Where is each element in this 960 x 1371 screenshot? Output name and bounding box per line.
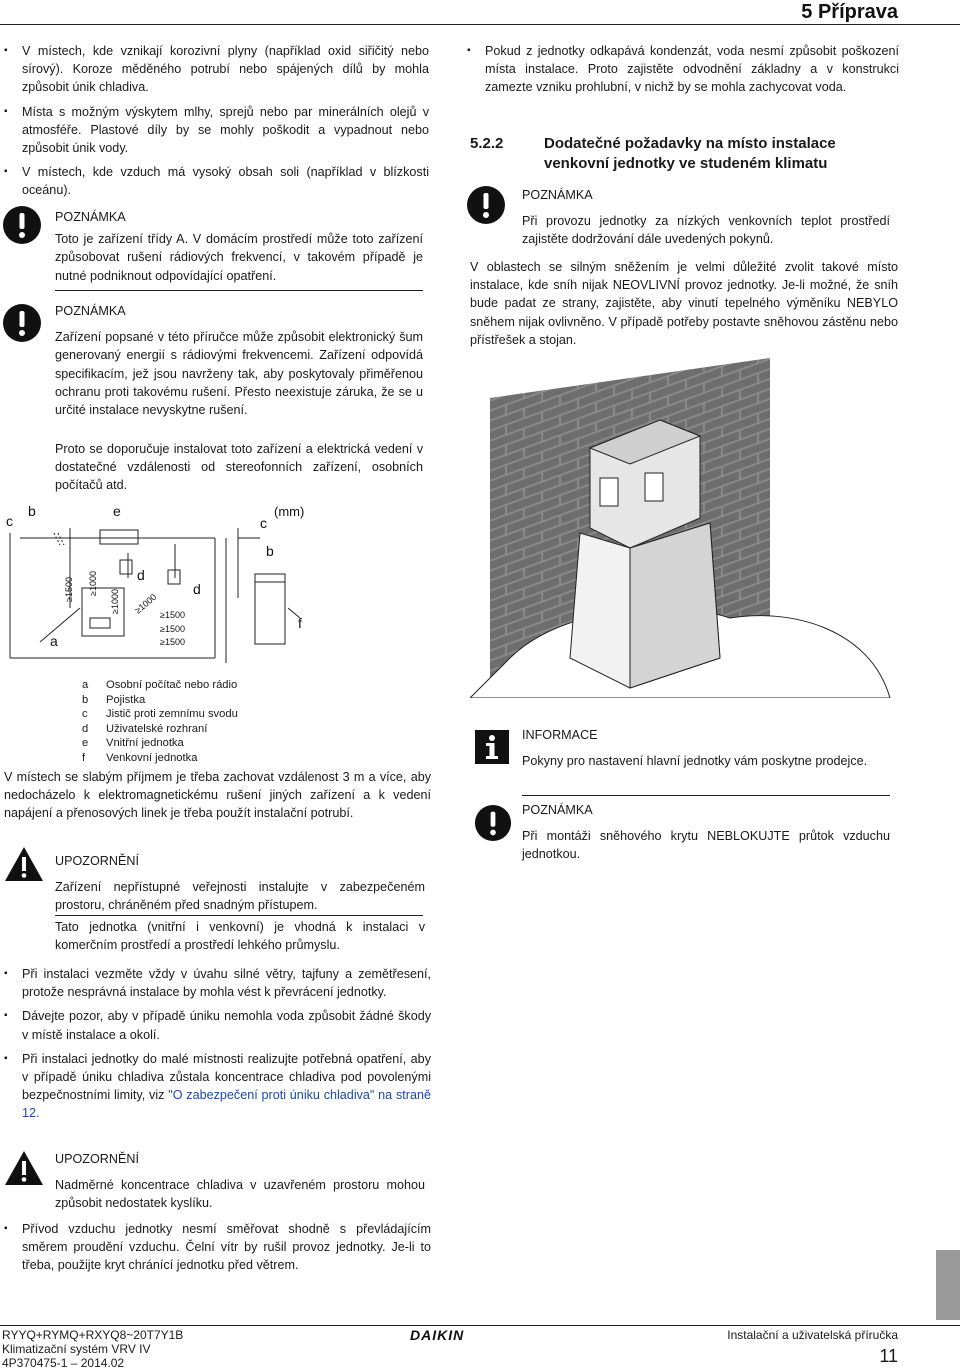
chapter-title: 5 Příprava	[801, 1, 898, 23]
list-item: ▪ V místech, kde vznikají korozivní plyny (například oxid siřičitý nebo sírový). Koroze měděného potrubí nebo spájených dílů by mohla způsobit únik chladiva.	[4, 42, 429, 97]
list-item: ▪ Při instalaci vezměte vždy v úvahu silné větry, tajfuny a zemětřesení, protože nesprávná instalace by mohla vést k převrácení jednotky.	[4, 965, 431, 1001]
dimension-label: ≥1500	[160, 624, 185, 634]
list-item: ▪ V místech, kde vzduch má vysoký obsah soli (například v blízkosti oceánu).	[4, 163, 429, 199]
footer-system: Klimatizační systém VRV IV	[2, 1342, 151, 1356]
note-title: POZNÁMKA	[55, 304, 126, 318]
note-box	[522, 801, 890, 864]
paragraph: Tato jednotka (vnitřní i venkovní) je vhodná k instalaci v komerčním prostředí a prostředí lehkého průmyslu.	[55, 920, 425, 953]
page-number: 11	[879, 1346, 898, 1366]
dimension-label: ≥1000	[88, 571, 98, 596]
caution-box	[55, 1150, 425, 1213]
chapter-side-tab	[936, 1250, 960, 1320]
legend-item: b Pojistka	[82, 693, 146, 706]
caution-box	[55, 852, 425, 915]
caution-text: Zařízení nepřístupné veřejnosti instalujte v zabezpečeném prostoru, chráněném před snadným přístupem.	[55, 880, 425, 913]
info-title: INFORMACE	[522, 728, 598, 742]
dimension-label: ≥1000	[132, 591, 159, 616]
note-text: Při provozu jednotky za nízkých venkovních teplot prostředí zajistěte dodržování dále uvedených pokynů.	[522, 214, 890, 247]
paragraph: V oblastech se silným sněžením je velmi důležité zvolit takové místo instalace, kde sníh nijak NEOVLIVNÍ provoz jednotky. Je-li možné, že sníh bude padat ze strany, zajistěte, aby vinutí tepelného výměníku NEBYLO sněhem nijak ovlivněno. V případě potřeby postavte sněhovou zástěnu nebo přístřešek a stojan.	[470, 260, 898, 347]
label-b: b	[28, 503, 36, 519]
note-title: POZNÁMKA	[522, 803, 593, 817]
bullet-list-top-right	[467, 42, 899, 97]
list-item: ▪ Dávejte pozor, aby v případě úniku nemohla voda způsobit žádné škody v místě instalace a okolí.	[4, 1007, 431, 1043]
divider	[55, 915, 423, 916]
note-text: Při montáži sněhového krytu NEBLOKUJTE průtok vzduchu jednotkou.	[522, 829, 890, 862]
divider	[55, 290, 423, 291]
paragraph: Proto se doporučuje instalovat toto zařízení a elektrická vedení v dostatečné vzdálenosti od stereofonních zařízení, osobních počítačů atd.	[55, 442, 423, 493]
info-box	[522, 726, 890, 770]
diagram-legend	[82, 678, 342, 765]
dimension-label: ≥1500	[160, 610, 185, 620]
bullet-list-mid-left	[4, 965, 431, 1123]
label-f: f	[298, 615, 302, 631]
footer-manual-title: Instalační a uživatelská příručka	[727, 1328, 898, 1342]
list-item: ▪ Přívod vzduchu jednotky nesmí směřovat shodně s převládajícím směrem proudění vzduchu. Čelní vítr by rušil provoz jednotky. Je-li to třeba, použijte kryt chránící jednotku před větrem.	[4, 1220, 431, 1275]
section-title: Dodatečné požadavky na místo instalace venkovní jednotky ve studeném klimatu	[544, 135, 836, 172]
legend-item: f Venkovní jednotka	[82, 751, 198, 764]
list-item: ▪ Pokud z jednotky odkapává kondenzát, voda nesmí způsobit poškození místa instalace. Proto zajistěte odvodnění základny a v konstrukci zamezte vzniku prohlubní, v nichž by se mohla zachycovat voda.	[467, 42, 899, 97]
note-box	[522, 186, 890, 249]
note-icon	[2, 205, 42, 250]
note-icon	[2, 303, 42, 348]
brand-logo: DAIKIN	[410, 1327, 465, 1343]
snow-shelter-illustration	[470, 358, 900, 698]
label-c: c	[260, 515, 267, 531]
info-icon	[475, 730, 509, 769]
header-rule	[0, 24, 960, 25]
legend-item: a Osobní počítač nebo rádio	[82, 679, 238, 691]
warning-icon	[4, 846, 44, 887]
caution-title: UPOZORNĚNÍ	[55, 854, 139, 868]
legend-item: d Uživatelské rozhraní	[82, 722, 208, 735]
label-d: d	[193, 581, 201, 597]
note-icon	[466, 185, 506, 230]
cross-reference-link[interactable]: "O zabezpečení proti úniku chladiva" na straně 12.	[22, 1088, 431, 1121]
info-text: Pokyny pro nastavení hlavní jednotky vám poskytne prodejce.	[522, 754, 868, 769]
legend-item: c Jistič proti zemnímu svodu	[82, 708, 238, 720]
label-c: c	[6, 513, 13, 529]
note-box	[55, 208, 423, 285]
note-icon	[474, 804, 512, 847]
warning-icon	[4, 1150, 44, 1191]
bullet-list-bottom-left	[4, 1220, 431, 1275]
label-d: d	[137, 567, 145, 583]
caution-title: UPOZORNĚNÍ	[55, 1152, 139, 1166]
note-text: Toto je zařízení třídy A. V domácím prostředí může toto zařízení způsobovat rušení rádiových frekvencí, v takovém případě je nutné podniknout odpovídající opatření.	[55, 232, 423, 283]
unit-label: (mm)	[274, 504, 305, 519]
label-e: e	[113, 503, 121, 519]
footer-rule	[0, 1325, 960, 1326]
footer-doc-number: 4P370475-1 – 2014.02	[2, 1356, 125, 1370]
note-box	[55, 302, 423, 419]
note-title: POZNÁMKA	[522, 188, 593, 202]
interference-diagram	[0, 498, 320, 670]
note-text: Zařízení popsané v této příručce může způsobit elektronický šum generovaný energií s rádiovými frekvencemi. Zařízení odpovídá specifikacím, jež jsou navrženy tak, aby poskytovaly přiměřenou ochranu proti takovému rušení. Přesto neexistuje záruka, že se u určité instalace nevyskytne rušení.	[55, 330, 423, 418]
section-number: 5.2.2	[470, 135, 504, 152]
paragraph: V místech se slabým příjmem je třeba zachovat vzdálenost 3 m a více, aby nedocházelo k elektromagnetickému rušení jiných zařízení a k vedení napájení a přenosových linek je třeba použít instalační potrubí.	[4, 770, 431, 821]
footer-model: RYYQ+RYMQ+RXYQ8~20T7Y1B	[2, 1328, 184, 1342]
label-b: b	[266, 543, 274, 559]
legend-item: e Vnitřní jednotka	[82, 737, 184, 749]
dimension-label: ≥1500	[64, 577, 74, 602]
dimension-label: ≥1500	[160, 637, 185, 647]
caution-text: Nadměrné koncentrace chladiva v uzavřeném prostoru mohou způsobit nedostatek kyslíku.	[55, 1178, 425, 1211]
list-item: ▪ Při instalaci jednotky do malé místnosti realizujte potřebná opatření, aby v případě úniku chladiva zůstala koncentrace chladiva pod povolenými bezpečnostními limity, viz "O zabezpečení proti úniku chladiva" na straně 12.	[4, 1050, 431, 1123]
list-item: ▪ Místa s možným výskytem mlhy, sprejů nebo par minerálních olejů v atmosféře. Plastové díly by se mohly poškodit a vypadnout nebo způsobit únik vody.	[4, 103, 429, 158]
divider	[522, 795, 890, 796]
bullet-list-top-left	[4, 42, 429, 200]
dimension-label: ≥1000	[110, 589, 120, 614]
label-a: a	[50, 633, 58, 649]
note-title: POZNÁMKA	[55, 210, 126, 224]
